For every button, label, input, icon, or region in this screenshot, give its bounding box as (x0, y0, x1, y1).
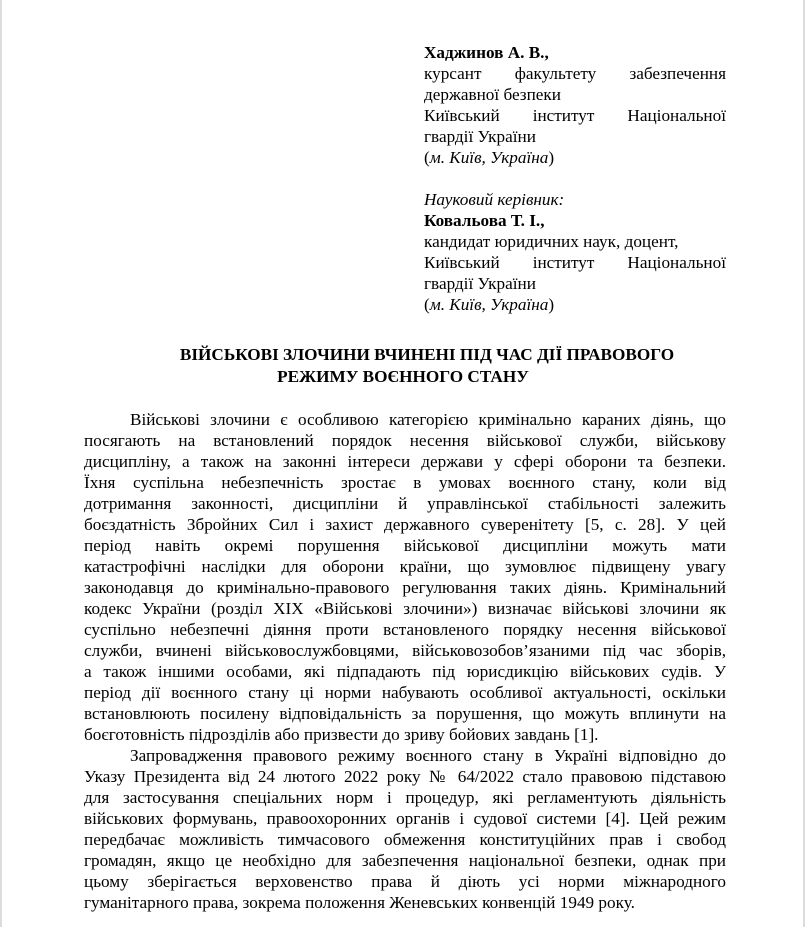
author-place: (м. Київ, Україна) (424, 148, 555, 167)
author-affiliation-line: гвардії України (424, 127, 536, 146)
paragraph-2 (84, 745, 726, 913)
text-line: передбачає можливість тимчасового обмеження конституційних прав і свобод (84, 830, 726, 849)
text-line: період навіть окремі порушення військової дисципліни можуть мати (84, 536, 726, 555)
supervisor-affiliation-line: кандидат юридичних наук, доцент, (424, 232, 679, 251)
text-line: період дії воєнного стану ці норми набувають особливої актуальності, оскільки (84, 683, 726, 702)
text-line: Військові злочини є особливою категорією кримінально караних діянь, що (130, 410, 726, 429)
text-line: служби, вчинені військовослужбовцями, військовозобов’язаними під час зборів, (84, 641, 726, 660)
text-line: Указу Президента від 24 лютого 2022 року № 64/2022 стало правовою підставою (84, 767, 726, 786)
author-affiliation-line: курсант факультету забезпечення (424, 64, 726, 83)
text-line: гуманітарного права, зокрема положення Женевських конвенцій 1949 року. (84, 893, 635, 912)
text-line: а також іншими особами, які підпадають під юрисдикцію військових судів. У (84, 662, 726, 681)
text-line: боєготовність підрозділів або призвести до зриву бойових завдань [1]. (84, 725, 599, 744)
supervisor-affiliation-line: Київський інститут Національної (424, 253, 726, 272)
author-affiliation-line: державної безпеки (424, 85, 561, 104)
text-line: законодавця до кримінально-правового регулювання таких діянь. Кримінальний (84, 578, 726, 597)
text-line: суспільно небезпечні діяння проти встановленого порядку несення військової (84, 620, 726, 639)
text-line: Запровадження правового режиму воєнного стану в Україні відповідно до (130, 746, 726, 765)
text-line: дотримання законності, дисципліни й управлінської стабільності залежить (84, 494, 726, 513)
supervisor-place: (м. Київ, Україна) (424, 295, 555, 314)
author-block (424, 42, 726, 315)
text-line: катастрофічні наслідки для оборони країни, що зумовлює підвищену увагу (84, 557, 726, 576)
text-line: встановлюють посилену відповідальність за порушення, що можуть вплинути на (84, 704, 726, 723)
supervisor-name: Ковальова Т. І., (424, 211, 545, 230)
text-line: посягають на встановлений порядок несення військової служби, військову (84, 431, 726, 450)
text-line: кодекс України (розділ ХІХ «Військові злочини») визначає військові злочини як (84, 599, 726, 618)
text-line: військових формувань, правоохоронних органів і судової системи [4]. Цей режим (84, 809, 726, 828)
text-line: цьому зберігається верховенство права й діють усі норми міжнародного (84, 872, 726, 891)
text-line: дисципліну, а також на законні інтереси держави у сфері оборони та безпеки. (84, 452, 726, 471)
author-affiliation-line: Київський інститут Національної (424, 106, 726, 125)
paragraph-1 (84, 409, 726, 745)
text-line: боєздатність Збройних Сил і захист державного суверенітету [5, с. 28]. У цей (84, 515, 726, 534)
title-line: ВІЙСЬКОВІ ЗЛОЧИНИ ВЧИНЕНІ ПІД ЧАС ДІЇ ПРАВОВОГО (179, 345, 675, 364)
article-title (100, 344, 805, 388)
supervisor-affiliation-line: гвардії України (424, 274, 536, 293)
text-line: громадян, якщо це необхідно для забезпечення національної безпеки, однак при (84, 851, 726, 870)
text-line: Їхня суспільна небезпечність зростає в умовах воєнного стану, коли від (84, 473, 726, 492)
title-line: РЕЖИМУ ВОЄННОГО СТАНУ (277, 367, 529, 386)
article-body (84, 409, 726, 913)
author-name: Хаджинов А. В., (424, 43, 549, 62)
text-line: для застосування спеціальних норм і процедур, які регламентують діяльність (84, 788, 726, 807)
supervisor-heading: Науковий керівник: (424, 190, 565, 209)
